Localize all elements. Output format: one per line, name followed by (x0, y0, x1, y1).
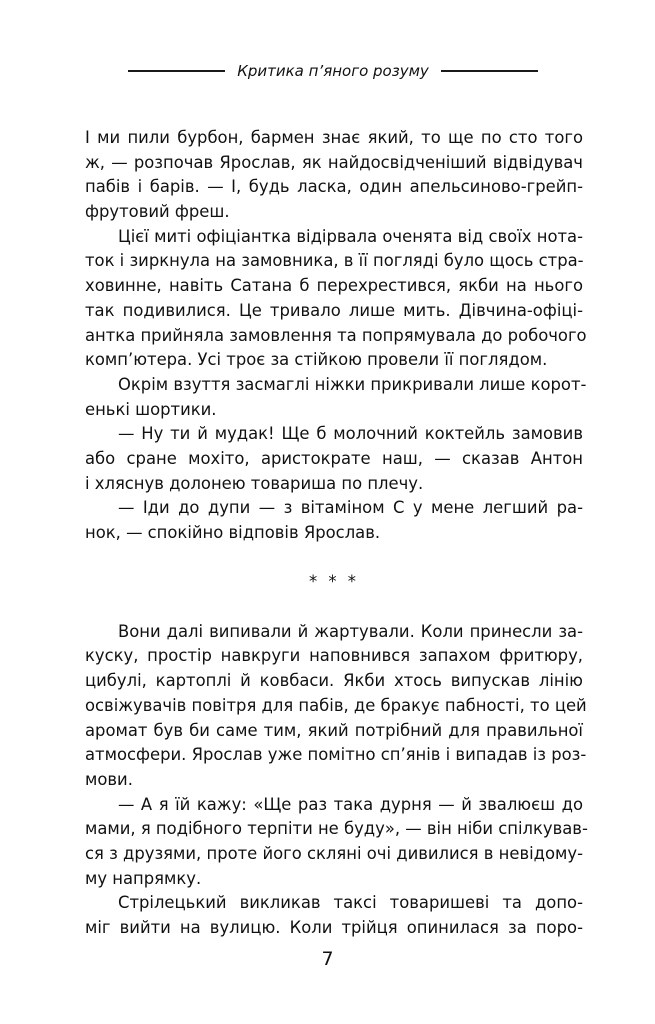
running-head (128, 60, 538, 82)
header-rule-left (128, 70, 225, 72)
body-text (85, 126, 588, 941)
text-line: цибулі, картоплі й ковбаси. Якби хтось випускав лінію (85, 671, 583, 691)
text-line: Стрілецький викликав таксі товаришеві та допо- (118, 893, 583, 913)
section-gap (85, 546, 583, 571)
text-line: енькі шортики. (85, 399, 217, 419)
text-line: або сране мохіто, аристократе наш, — сказав Антон (85, 448, 583, 468)
text-line: Окрім взуття засмаглі ніжки прикривали лише корот- (118, 374, 587, 394)
text-line: куску, простір навкруги наповнився запахом фритюру, (85, 646, 583, 666)
text-line: атмосфери. Ярослав уже помітно сп’янів і випадав із роз- (85, 745, 587, 765)
text-line: — Ну ти й мудак! Ще б молочний коктейль замовив (118, 424, 583, 444)
text-line: Цієї миті офіціантка відірвала оченята від своїх нота- (118, 226, 583, 246)
text-line: пабів і барів. — І, будь ласка, один апельсиново-грейп- (85, 177, 583, 197)
text-line: комп’ютера. Усі троє за стійкою провели її поглядом. (85, 350, 548, 370)
text-line: фрутовий фреш. (85, 202, 230, 222)
text-line: антка прийняла замовлення та попрямувала до робочого (85, 325, 587, 345)
text-line: ся з друзями, проте його скляні очі дивилися в невідому- (85, 843, 583, 863)
text-line: — Іди до дупи — з вітаміном С у мене легший ра- (118, 498, 583, 518)
text-line: аромат був би саме тим, який потрібний для правильної (85, 720, 583, 740)
text-line: ток і зиркнула на замовника, в її погляді було щось стра- (85, 251, 584, 271)
text-line: Вони далі випивали й жартували. Коли принесли за- (118, 621, 583, 641)
text-line: — А я їй кажу: «Ще раз така дурня — й звалюєш до (118, 794, 583, 814)
text-line: і хляснув долонею товариша по плечу. (85, 473, 424, 493)
section-separator: * * * (308, 572, 359, 592)
text-line: мови. (85, 769, 133, 789)
text-line: ж, — розпочав Ярослав, як найдосвідченіший відвідувач (85, 152, 583, 172)
text-line: нок, — спокійно відповів Ярослав. (85, 523, 381, 542)
text-line: мами, я подібного терпіти не буду», — він ніби спілкував- (85, 819, 588, 839)
text-line: міг вийти на вулицю. Коли трійця опинилася за поро- (85, 918, 583, 937)
text-line: освіжувачів повітря для пабів, де бракує пабності, то цей (85, 695, 587, 715)
text-line: му напрямку. (85, 868, 202, 888)
page-number: 7 (321, 948, 334, 970)
running-title: Критика п’яного розуму (237, 62, 429, 80)
text-line: так подивилися. Це тривало лише мить. Дівчина-офіці- (85, 300, 583, 320)
text-line: І ми пили бурбон, бармен знає який, то ще по сто того (85, 128, 583, 147)
text-line: ховинне, навіть Сатана б перехрестився, якби на нього (85, 276, 583, 296)
header-rule-right (441, 70, 538, 72)
section-gap (85, 595, 583, 620)
